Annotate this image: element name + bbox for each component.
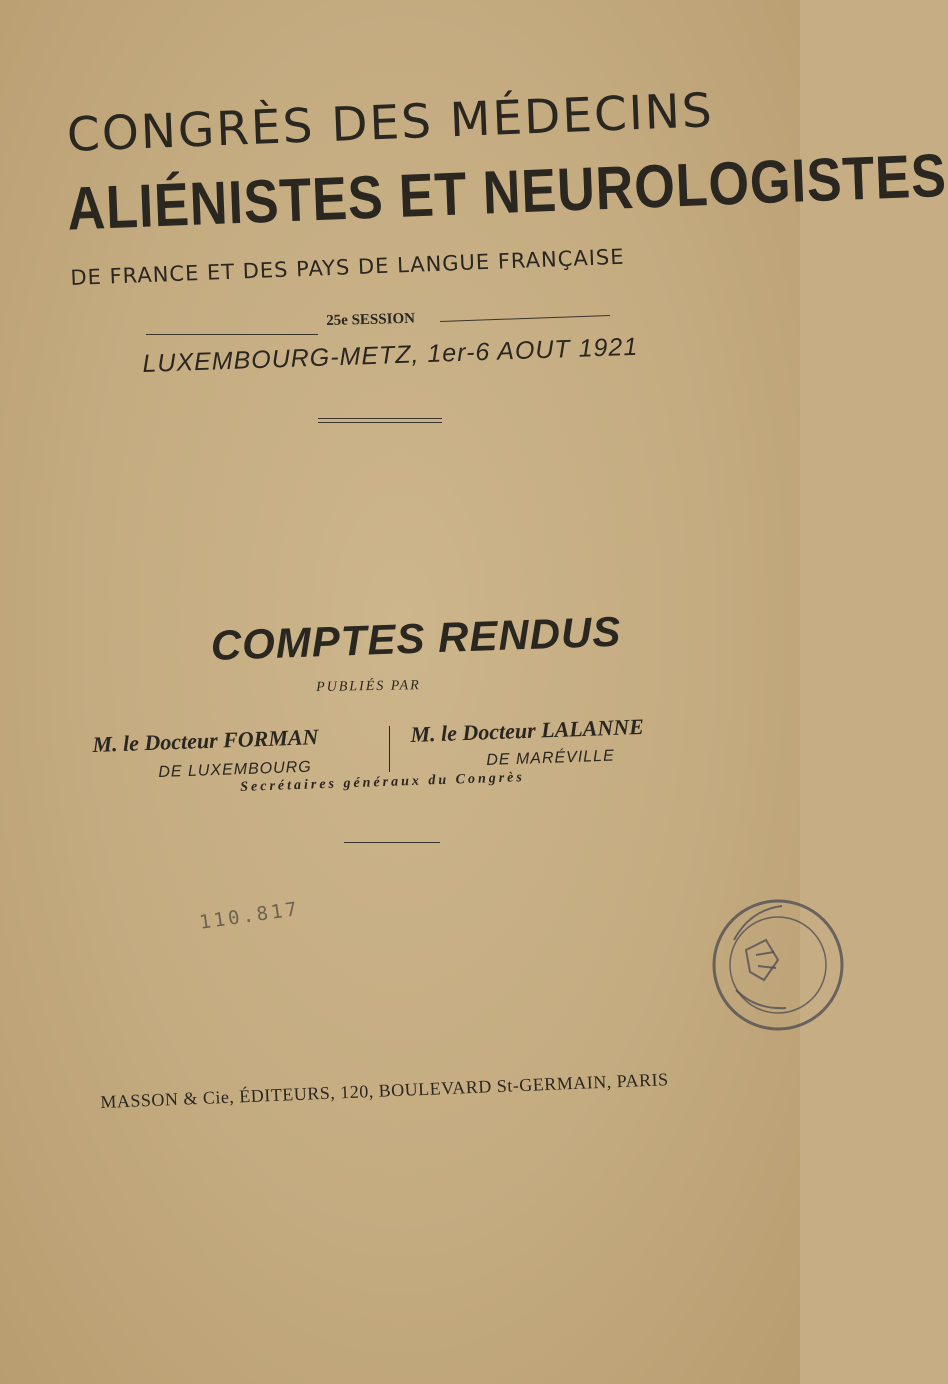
library-stamp-icon bbox=[706, 880, 800, 1055]
session-rule-right bbox=[440, 315, 610, 322]
pencil-inventory-number: 110.817 bbox=[198, 897, 302, 934]
short-rule bbox=[344, 842, 440, 843]
published-by: PUBLIÉS PAR bbox=[316, 678, 421, 695]
double-rule bbox=[318, 418, 442, 423]
title-line-3: DE FRANCE ET DES PAYS DE LANGUE FRANÇAISE bbox=[70, 244, 625, 290]
author-left-place: DE LUXEMBOURG bbox=[158, 758, 312, 781]
secretaries-caption: Secrétaires généraux du Congrès bbox=[240, 770, 526, 795]
session-rule-left bbox=[146, 334, 318, 335]
heading-comptes-rendus: COMPTES RENDUS bbox=[210, 607, 623, 669]
session-label: 25e SESSION bbox=[326, 310, 416, 329]
author-right-place: DE MARÉVILLE bbox=[486, 747, 615, 769]
title-line-1: CONGRÈS DES MÉDECINS bbox=[66, 83, 715, 163]
author-right: M. le Docteur LALANNE bbox=[410, 713, 645, 747]
author-divider bbox=[389, 726, 390, 772]
place-date: LUXEMBOURG-METZ, 1er-6 AOUT 1921 bbox=[142, 332, 639, 378]
publisher-line: MASSON & Cie, ÉDITEURS, 120, BOULEVARD St-GERMAIN, PARIS bbox=[100, 1069, 669, 1112]
title-line-2: ALIÉNISTES ET NEUROLOGISTES bbox=[66, 141, 948, 244]
author-left: M. le Docteur FORMAN bbox=[92, 724, 319, 757]
